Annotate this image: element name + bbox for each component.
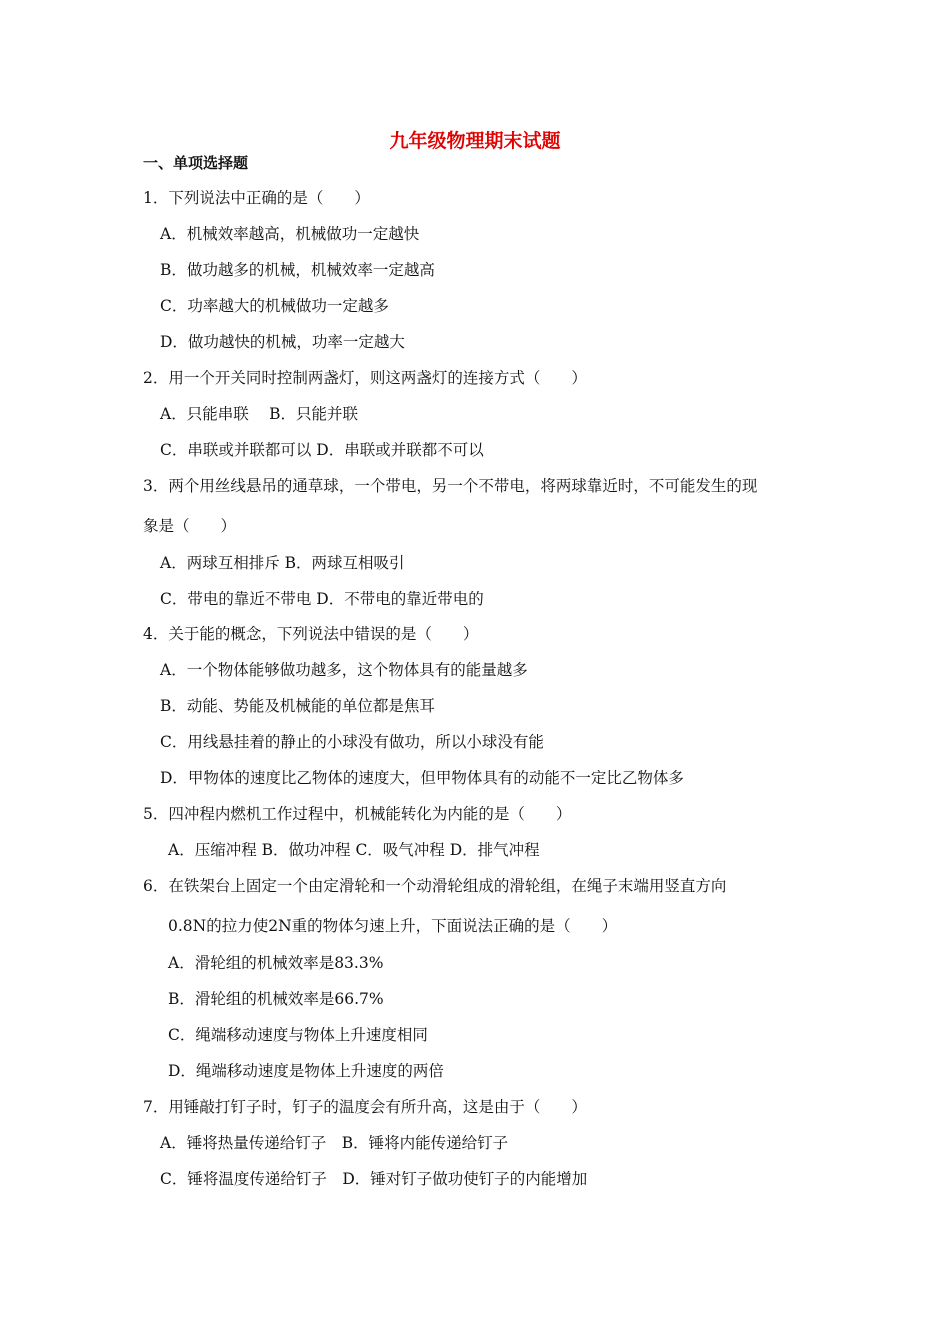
question-2-stem: 2．用一个开关同时控制两盏灯，则这两盏灯的连接方式（ ） bbox=[143, 369, 587, 387]
question-3-stem-continued: 象是（ ） bbox=[143, 517, 237, 535]
question-3-options-ab: A．两球互相排斥 B．两球互相吸引 bbox=[160, 554, 405, 572]
question-1-stem: 1．下列说法中正确的是（ ） bbox=[143, 189, 370, 207]
question-6-option-c: C．绳端移动速度与物体上升速度相同 bbox=[168, 1026, 428, 1044]
question-6-stem: 6．在铁架台上固定一个由定滑轮和一个动滑轮组成的滑轮组，在绳子末端用竖直方向 bbox=[143, 877, 727, 895]
question-7-options-ab: A．锤将热量传递给钉子 B．锤将内能传递给钉子 bbox=[160, 1134, 509, 1152]
question-3-stem: 3．两个用丝线悬吊的通草球，一个带电，另一个不带电，将两球靠近时，不可能发生的现 bbox=[143, 477, 758, 495]
question-1-option-d: D．做功越快的机械，功率一定越大 bbox=[160, 333, 405, 351]
section-heading: 一、单项选择题 bbox=[143, 154, 249, 172]
question-4-option-a: A．一个物体能够做功越多，这个物体具有的能量越多 bbox=[160, 661, 528, 679]
question-5-options: A．压缩冲程 B．做功冲程 C．吸气冲程 D．排气冲程 bbox=[168, 841, 540, 859]
question-1-option-a: A．机械效率越高，机械做功一定越快 bbox=[160, 225, 420, 243]
question-6-option-a: A．滑轮组的机械效率是83.3% bbox=[168, 954, 384, 972]
question-1-option-c: C．功率越大的机械做功一定越多 bbox=[160, 297, 389, 315]
document-title: 九年级物理期末试题 bbox=[389, 130, 561, 152]
question-4-option-b: B．动能、势能及机械能的单位都是焦耳 bbox=[160, 697, 435, 715]
question-4-stem: 4．关于能的概念，下列说法中错误的是（ ） bbox=[143, 625, 479, 643]
question-5-stem: 5．四冲程内燃机工作过程中，机械能转化为内能的是（ ） bbox=[143, 805, 572, 823]
question-2-options-cd: C．串联或并联都可以 D．串联或并联都不可以 bbox=[160, 441, 484, 459]
question-1-option-b: B．做功越多的机械，机械效率一定越高 bbox=[160, 261, 435, 279]
question-3-options-cd: C．带电的靠近不带电 D．不带电的靠近带电的 bbox=[160, 590, 484, 608]
question-4-option-c: C．用线悬挂着的静止的小球没有做功，所以小球没有能 bbox=[160, 733, 544, 751]
question-2-options-ab: A．只能串联 B．只能并联 bbox=[160, 405, 359, 423]
question-7-options-cd: C．锤将温度传递给钉子 D．锤对钉子做功使钉子的内能增加 bbox=[160, 1170, 588, 1188]
question-6-stem-continued: 0.8N的拉力使2N重的物体匀速上升，下面说法正确的是（ ） bbox=[168, 917, 618, 935]
question-6-option-d: D．绳端移动速度是物体上升速度的两倍 bbox=[168, 1062, 444, 1080]
question-6-option-b: B．滑轮组的机械效率是66.7% bbox=[168, 990, 384, 1008]
question-4-option-d: D．甲物体的速度比乙物体的速度大，但甲物体具有的动能不一定比乙物体多 bbox=[160, 769, 684, 787]
question-7-stem: 7．用锤敲打钉子时，钉子的温度会有所升高，这是由于（ ） bbox=[143, 1098, 587, 1116]
